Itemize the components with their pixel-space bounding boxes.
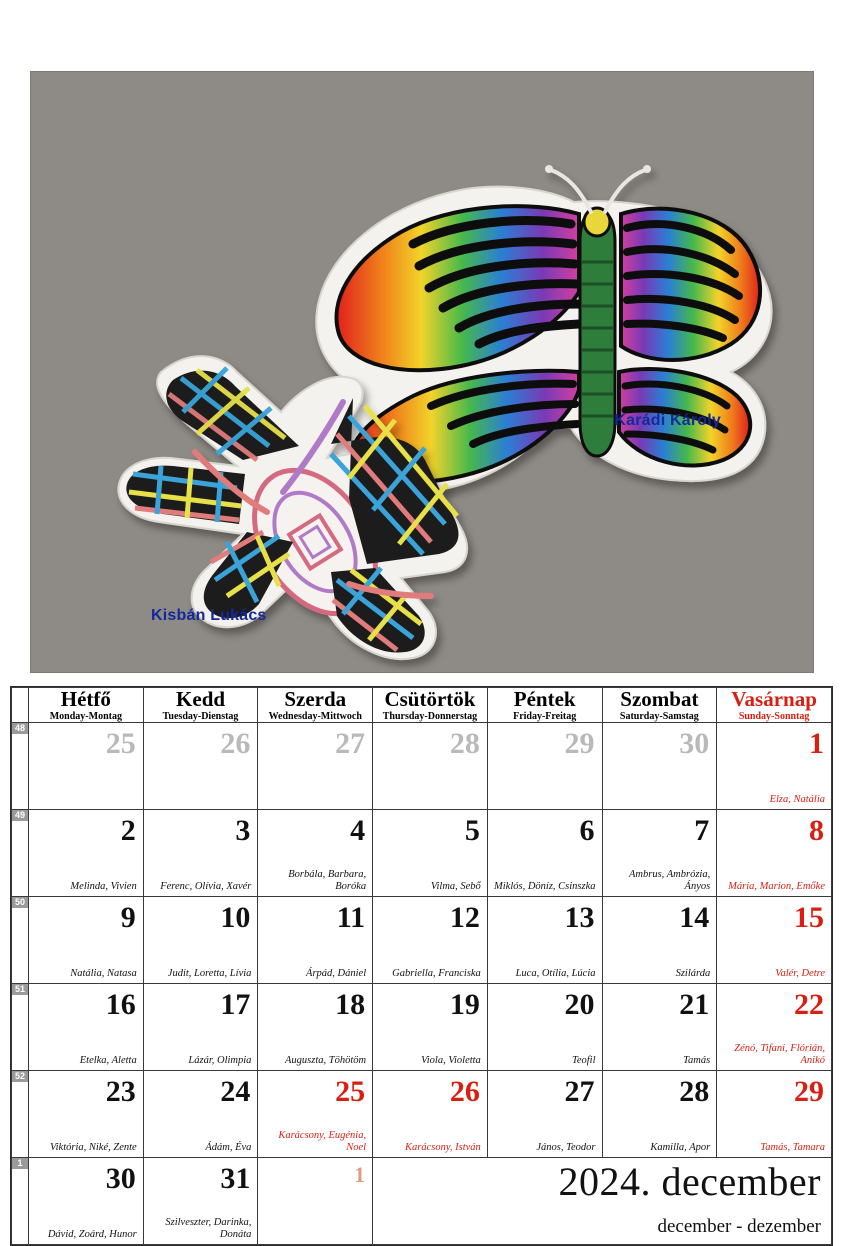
day-number: 16: [105, 988, 136, 1022]
name-day: Gabriella, Franciska: [392, 967, 481, 979]
day-number: 25: [335, 1075, 366, 1109]
name-day: Ádám, Éva: [205, 1141, 252, 1153]
calendar-week-row: [12, 984, 832, 1071]
day-cell[interactable]: [373, 1071, 488, 1158]
day-cell[interactable]: [373, 810, 488, 897]
day-cell[interactable]: [717, 1071, 832, 1158]
artwork-panel: [31, 72, 813, 672]
day-number: 10: [220, 901, 251, 935]
day-cell[interactable]: [602, 723, 717, 810]
artist-credit-right: Karádi Károly: [614, 412, 721, 429]
day-number: 13: [564, 901, 595, 935]
day-cell[interactable]: [602, 897, 717, 984]
day-cell[interactable]: [602, 984, 717, 1071]
day-number: 7: [694, 814, 710, 848]
day-cell[interactable]: [258, 810, 373, 897]
name-day: Ferenc, Olívia, Xavér: [160, 880, 252, 892]
day-header-intl: Tuesday-Dienstag: [162, 711, 239, 723]
day-number: 26: [220, 727, 251, 761]
calendar-grid: [10, 686, 833, 1246]
day-cell[interactable]: [143, 984, 258, 1071]
day-number: 12: [449, 901, 480, 935]
day-number: 23: [105, 1075, 136, 1109]
name-day: Árpád, Dániel: [306, 967, 367, 979]
day-cell[interactable]: [29, 1071, 144, 1158]
day-header-wednesday: [258, 688, 373, 723]
week-number-cell: [12, 1158, 29, 1245]
name-day: Karácsony, Eugénia, Noel: [278, 1129, 367, 1153]
name-day: Melinda, Vivien: [70, 880, 137, 892]
day-cell[interactable]: [373, 897, 488, 984]
day-header-friday: [487, 688, 602, 723]
name-day: Elza, Natália: [769, 793, 825, 805]
day-number: 21: [679, 988, 710, 1022]
name-day: Tamás, Tamara: [760, 1141, 825, 1153]
day-cell[interactable]: [487, 1071, 602, 1158]
day-number: 8: [809, 814, 824, 848]
name-day: Viola, Violetta: [421, 1054, 481, 1066]
day-number: 29: [564, 727, 595, 761]
week-number-badge: 1: [12, 1158, 28, 1169]
day-cell[interactable]: [29, 1158, 144, 1245]
name-day: Borbála, Barbara, Boróka: [288, 868, 367, 892]
day-cell[interactable]: [373, 723, 488, 810]
childrens-drawings-illustration: [31, 72, 813, 672]
calendar-header-row: [12, 688, 832, 723]
day-cell[interactable]: [143, 723, 258, 810]
name-day: Luca, Otília, Lúcia: [515, 967, 596, 979]
day-number: 3: [235, 814, 251, 848]
week-number-cell: [12, 984, 29, 1071]
day-cell[interactable]: [29, 984, 144, 1071]
day-header-monday: [29, 688, 144, 723]
month-title-block: [373, 1158, 831, 1244]
day-cell[interactable]: [487, 723, 602, 810]
day-number: 18: [335, 988, 366, 1022]
day-cell[interactable]: [29, 723, 144, 810]
day-header-saturday: [602, 688, 717, 723]
name-day: Szilveszter, Darinka, Donáta: [165, 1216, 252, 1240]
day-number: 5: [464, 814, 480, 848]
day-number: 11: [336, 901, 366, 935]
artwork-stage: [31, 72, 813, 672]
day-number: 9: [120, 901, 136, 935]
day-cell[interactable]: [258, 1071, 373, 1158]
day-number: 4: [350, 814, 366, 848]
day-number: 31: [220, 1162, 251, 1196]
day-header-hu: Vasárnap: [731, 687, 817, 711]
name-day: Vilma, Sebő: [430, 880, 481, 892]
day-number: 19: [449, 988, 480, 1022]
day-cell[interactable]: [717, 897, 832, 984]
day-cell[interactable]: [602, 810, 717, 897]
day-header-hu: Szombat: [620, 687, 699, 711]
name-day: Judit, Loretta, Lívia: [167, 967, 252, 979]
day-header-tuesday: [143, 688, 258, 723]
day-header-intl: Friday-Freitag: [513, 711, 577, 723]
week-number-cell: [12, 1071, 29, 1158]
week-number-badge: 52: [12, 1071, 28, 1082]
name-day: Auguszta, Töhötöm: [285, 1054, 367, 1066]
day-cell[interactable]: [717, 984, 832, 1071]
day-cell[interactable]: [487, 897, 602, 984]
day-number: 14: [679, 901, 710, 935]
day-cell[interactable]: [29, 897, 144, 984]
day-header-hu: Kedd: [176, 687, 226, 711]
name-day: Dávid, Zoárd, Hunor: [47, 1228, 137, 1240]
day-header-intl: Sunday-Sonntag: [738, 711, 810, 723]
month-title-cell: [373, 1158, 832, 1245]
day-cell[interactable]: [258, 897, 373, 984]
month-subtitle: december - dezember: [657, 1216, 821, 1238]
calendar-week-row: [12, 1158, 832, 1245]
day-cell[interactable]: [487, 810, 602, 897]
calendar-week-row: [12, 723, 832, 810]
day-number: 28: [449, 727, 480, 761]
day-number: 28: [679, 1075, 710, 1109]
day-cell[interactable]: [487, 984, 602, 1071]
day-cell[interactable]: [143, 1158, 258, 1245]
day-cell[interactable]: [143, 897, 258, 984]
day-cell[interactable]: [717, 810, 832, 897]
day-header-hu: Szerda: [284, 687, 347, 711]
week-number-badge: 49: [12, 810, 28, 821]
name-day: Viktória, Niké, Zente: [50, 1141, 137, 1153]
artist-credit-left: Kisbán Lukács: [151, 607, 267, 624]
day-number: 1: [354, 1162, 366, 1188]
day-header-intl: Wednesday-Mittwoch: [268, 711, 362, 723]
day-number: 1: [809, 727, 824, 761]
week-number-cell: [12, 810, 29, 897]
day-header-intl: Saturday-Samstag: [619, 711, 699, 723]
day-cell[interactable]: [143, 1071, 258, 1158]
week-number-badge: 48: [12, 723, 28, 734]
week-number-header: [12, 688, 29, 723]
name-day: Natália, Natasa: [70, 967, 137, 979]
day-number: 30: [679, 727, 710, 761]
day-header-thursday: [373, 688, 488, 723]
week-number-cell: [12, 723, 29, 810]
day-cell[interactable]: [373, 984, 488, 1071]
name-day: Mária, Marion, Emőke: [728, 880, 825, 892]
day-number: 25: [105, 727, 136, 761]
day-number: 29: [794, 1075, 824, 1109]
calendar-table: [11, 687, 832, 1245]
day-cell[interactable]: [258, 723, 373, 810]
name-day: Valér, Detre: [775, 967, 825, 979]
name-day: Ambrus, Ambrózia, Ányos: [629, 868, 711, 892]
name-day: Zénó, Tifani, Flórián, Anikó: [734, 1042, 825, 1066]
name-day: Kamilla, Apor: [650, 1141, 711, 1153]
day-header-hu: Csütörtök: [384, 687, 476, 711]
day-number: 15: [794, 901, 824, 935]
day-number: 24: [220, 1075, 251, 1109]
day-number: 17: [220, 988, 251, 1022]
day-header-hu: Péntek: [513, 687, 576, 711]
day-cell[interactable]: [717, 723, 832, 810]
day-number: 27: [564, 1075, 595, 1109]
name-day: Lázár, Olimpia: [188, 1054, 252, 1066]
name-day: Etelka, Aletta: [79, 1054, 137, 1066]
name-day: Szilárda: [675, 967, 711, 979]
name-day: Karácsony, István: [404, 1141, 481, 1153]
day-number: 2: [120, 814, 136, 848]
day-header-intl: Monday-Montag: [49, 711, 122, 723]
day-cell[interactable]: [258, 1158, 373, 1245]
calendar-week-row: [12, 1071, 832, 1158]
day-number: 6: [579, 814, 595, 848]
name-day: János, Teodor: [536, 1141, 596, 1153]
day-header-hu: Hétfő: [60, 687, 111, 711]
day-number: 20: [564, 988, 595, 1022]
week-number-cell: [12, 897, 29, 984]
day-cell[interactable]: [29, 810, 144, 897]
calendar-week-row: [12, 810, 832, 897]
day-cell[interactable]: [602, 1071, 717, 1158]
day-header-intl: Thursday-Donnerstag: [382, 711, 478, 723]
day-number: 26: [449, 1075, 480, 1109]
day-number: 30: [105, 1162, 136, 1196]
day-cell[interactable]: [258, 984, 373, 1071]
name-day: Miklós, Döníz, Csinszka: [494, 880, 596, 892]
calendar-week-row: [12, 897, 832, 984]
name-day: Teofil: [571, 1054, 596, 1066]
name-day: Tamás: [683, 1054, 711, 1066]
week-number-badge: 50: [12, 897, 28, 908]
month-title: 2024. december: [558, 1159, 821, 1205]
day-header-sunday: [717, 688, 832, 723]
day-number: 27: [335, 727, 366, 761]
day-number: 22: [794, 988, 824, 1022]
week-number-badge: 51: [12, 984, 28, 995]
day-cell[interactable]: [143, 810, 258, 897]
